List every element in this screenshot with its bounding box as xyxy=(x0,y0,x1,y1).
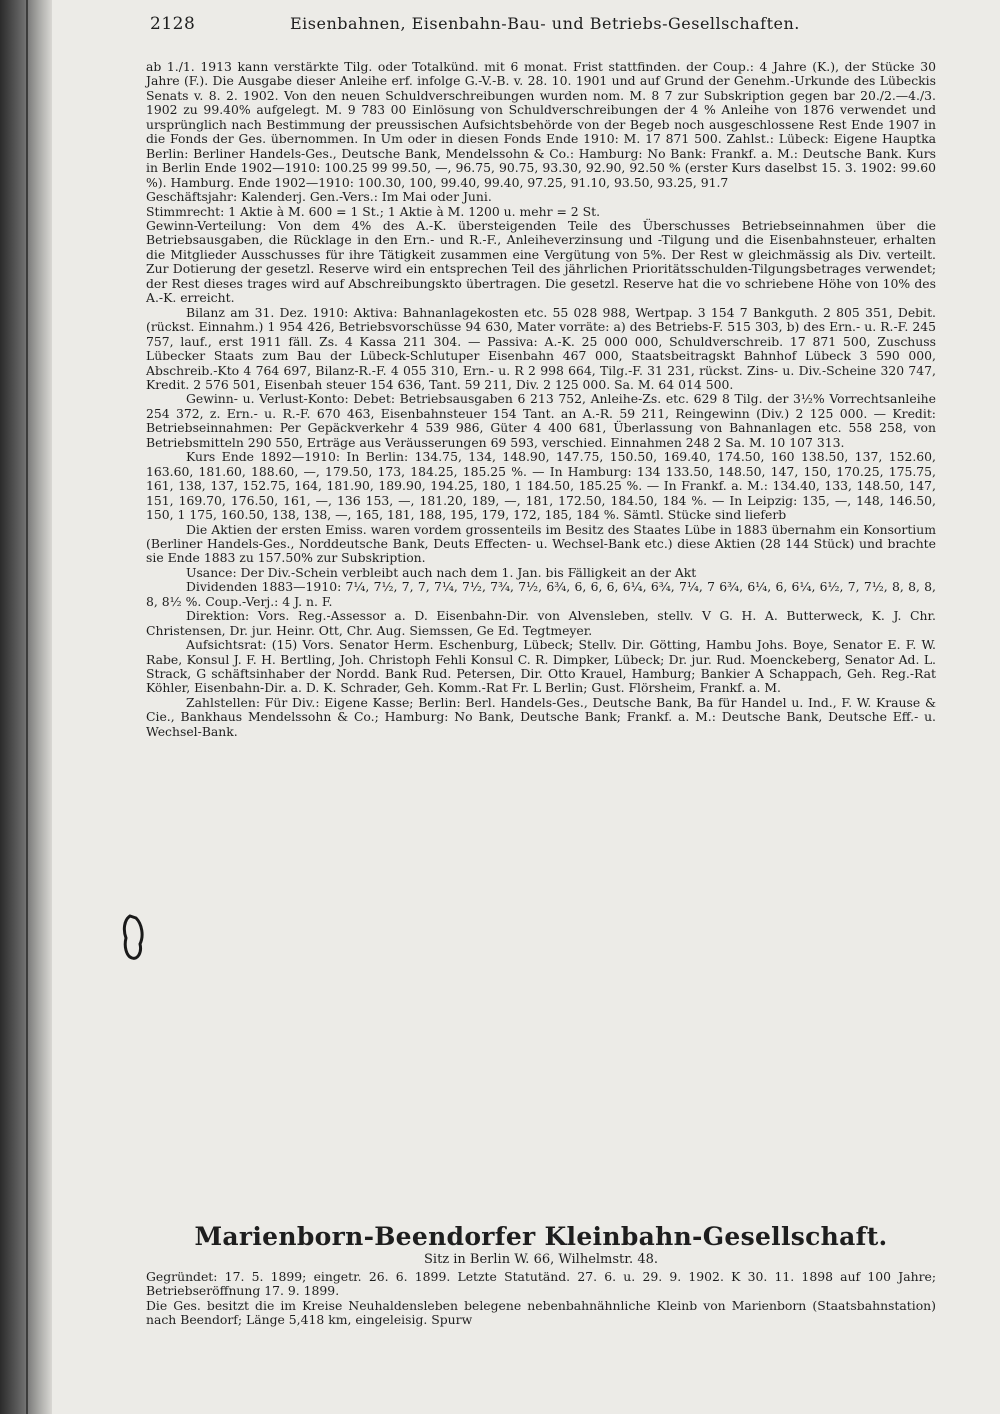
paragraph-gegruendet: Gegründet: 17. 5. 1899; eingetr. 26. 6. 1899. Letzte Statutänd. 27. 6. u. 29. 9. 1902. K 30. 11. 1898 auf 100 Jahre; Betriebseröffnung 17. 9. 1899. xyxy=(146,1269,936,1299)
paragraph-kleinbahn: Die Ges. besitzt die im Kreise Neuhaldensleben belegene nebenbahnähnliche Kleinb von Marienborn (Staatsbahnstation) nach Beendorf; Länge 5,418 km, eingeleisig. Spurw xyxy=(146,1297,936,1328)
ink-blot-mark xyxy=(120,912,148,962)
paragraph-gewinn-verlust: Gewinn- u. Verlust-Konto: Debet: Betriebsausgaben 6 213 752, Anleihe-Zs. etc. 629 8 Tilg. der 3½% Vorrechtsanleihe 254 372, z. Ern.- u. R.-F. 670 463, Eisenbahnsteuer 154 Tant. an A.-R. 59 211, Reingewinn (Div.) 2 125 000. — Kredit: Betriebseinnahmen: Per Gepäckverkehr 4 539 986, Güter 4 400 681, Überlassung von Bahnanlagen etc. 558 258, von Betriebsmitteln 290 550, Erträge aus Veräusserungen 69 593, verschied. Einnahmen 248 2 Sa. M. 10 107 313. xyxy=(146,391,936,450)
running-title: Eisenbahnen, Eisenbahn-Bau- und Betriebs-Gesellschaften. xyxy=(290,14,800,33)
paragraph-zahlstellen: Zahlstellen: Für Div.: Eigene Kasse; Berlin: Berl. Handels-Ges., Deutsche Bank, Ba für Handel u. Ind., F. W. Krause & Cie., Bankhaus Mendelssohn & Co.; Hamburg: No Bank, Deutsche Bank; Frankf. a. M.: Deutsche Bank, Deutsche Eff.- u. Wechsel-Bank. xyxy=(146,694,936,739)
page-header xyxy=(150,14,850,40)
paragraph-bilanz: Bilanz am 31. Dez. 1910: Aktiva: Bahnanlagekosten etc. 55 028 988, Wertpap. 3 154 7 Bankguth. 2 805 351, Debit. (rückst. Einnahm.) 1 954 426, Betriebsvorschüsse 94 630, Mater vorräte: a) des Betriebs-F. 515 303, b) des Ern.- u. R.-F. 245 757, lauf., erst 1911 fäll. Zs. 4 Kassa 211 304. — Passiva: A.-K. 25 000 000, Schuldverschreib. 17 871 500, Zuschuss Lübecker Staats zum Bau der Lübeck-Schlutuper Eisenbahn 467 000, Staatsbeitragskt Bahnhof Lübeck 3 590 000, Abschreib.-Kto 4 764 697, Bilanz-R.-F. 4 055 310, Ern.- u. R 2 998 664, Tilg.-F. 31 231, rückst. Zins- u. Div.-Scheine 320 747, Kredit. 2 576 501, Eisenbah steuer 154 636, Tant. 59 211, Div. 2 125 000. Sa. M. 64 014 500. xyxy=(146,304,936,392)
paragraph-geschaeftsjahr: Geschäftsjahr: Kalenderj. Gen.-Vers.: Im Mai oder Juni. xyxy=(146,189,492,205)
binding-shadow-line xyxy=(26,0,28,1414)
paragraph-aufsichtsrat: Aufsichtsrat: (15) Vors. Senator Herm. Eschenburg, Lübeck; Stellv. Dir. Götting, Hambu Johs. Boye, Senator E. F. W. Rabe, Konsul J. F. H. Bertling, Joh. Christoph Fehli Konsul C. R. Dimpker, Lübeck; Dr. jur. Rud. Moenckeberg, Senator Ad. L. Strack, G schäftsinhaber der Nordd. Bank Rud. Petersen, Dir. Otto Krauel, Hamburg; Bankier A Schappach, Geh. Reg.-Rat Köhler, Eisenbahn-Dir. a. D. K. Schrader, Geh. Komm.-Rat Fr. L Berlin; Gust. Flörsheim, Frankf. a. M. xyxy=(146,637,936,696)
section-title: Marienborn-Beendorfer Kleinbahn-Gesellschaft. xyxy=(194,1222,888,1251)
paragraph-usance: Usance: Der Div.-Schein verbleibt auch nach dem 1. Jan. bis Fälligkeit an der Akt xyxy=(186,564,697,580)
page-number: 2128 xyxy=(150,14,196,34)
section-text-block xyxy=(146,1270,936,1328)
paragraph-stimmrecht: Stimmrecht: 1 Aktie à M. 600 = 1 St.; 1 Aktie à M. 1200 u. mehr = 2 St. xyxy=(146,203,601,219)
section-seat: Sitz in Berlin W. 66, Wilhelmstr. 48. xyxy=(424,1252,658,1267)
paragraph-dividenden: Dividenden 1883—1910: 7¼, 7½, 7, 7, 7¼, 7½, 7¾, 7½, 6¾, 6, 6, 6, 6¼, 6¾, 7¼, 7 6¾, 6¼, 6, 6¼, 6½, 7, 7½, 8, 8, 8, 8, 8½ %. Coup.-Verj.: 4 J. n. F. xyxy=(146,579,936,609)
paragraph-anleihe: ab 1./1. 1913 kann verstärkte Tilg. oder Totalkünd. mit 6 monat. Frist stattfinden. der Coup.: 4 Jahre (K.), der Stücke 30 Jahre (F.). Die Ausgabe dieser Anleihe erf. infolge G.-V.-B. v. 28. 10. 1901 und auf Grund der Genehm.-Urkunde des Lübeckis Senats v. 8. 2. 1902. Von den neuen Schuldverschreibungen wurden nom. M. 8 7 zur Subskription gegen bar 20./2.—4./3. 1902 zu 99.40% aufgelegt. M. 9 783 00 Einlösung von Schuldverschreibungen der 4 % Anleihe von 1876 verwendet und ursprünglich nach Bestimmung der preussischen Aufsichtsbehörde von der Begeb noch ausgeschlossene Rest Ende 1907 in die Fonds der Ges. übernommen. In Um oder in diesen Fonds Ende 1910: M. 17 871 500. Zahlst.: Lübeck: Eigene Hauptka Berlin: Berliner Handels-Ges., Deutsche Bank, Mendelssohn & Co.: Hamburg: No Bank: Frankf. a. M.: Deutsche Bank. Kurs in Berlin Ende 1902—1910: 100.25 99 99.50, —, 96.75, 90.75, 93.30, 92.90, 92.50 % (erster Kurs daselbst 15. 3. 1902: 99.60 %). Hamburg. Ende 1902—1910: 100.30, 100, 99.40, 99.40, 97.25, 91.10, 93.50, 93.25, 91.7 xyxy=(146,59,936,190)
main-text-block xyxy=(146,60,936,739)
paragraph-kurs: Kurs Ende 1892—1910: In Berlin: 134.75, 134, 148.90, 147.75, 150.50, 169.40, 174.50, 160 138.50, 137, 152.60, 163.60, 181.60, 188.60, —, 179.50, 173, 184.25, 185.25 %. — In Hamburg: 134 133.50, 148.50, 147, 150, 170.25, 175.75, 161, 138, 137, 152.75, 164, 181.90, 189.90, 194.25, 180, 1 184.50, 185.25 %. — In Frankf. a. M.: 134.40, 133, 148.50, 147, 151, 169.70, 176.50, 161, —, 136 153, —, 181.20, 189, —, 181, 172.50, 184.50, 184 %. — In Leipzig: 135, —, 148, 146.50, 150, 1 175, 160.50, 138, 138, —, 165, 181, 188, 195, 179, 172, 185, 184 %. Sämtl. Stücke sind lieferb xyxy=(146,449,936,523)
paragraph-aktien-emission: Die Aktien der ersten Emiss. waren vordem grossenteils im Besitz des Staates Lübe in 1883 übernahm ein Konsortium (Berliner Handels-Ges., Norddeutsche Bank, Deuts Effecten- u. Wechsel-Bank etc.) diese Aktien (28 144 Stück) und brachte sie Ende 1883 zu 157.50% zur Subskription. xyxy=(146,521,936,566)
paragraph-direktion: Direktion: Vors. Reg.-Assessor a. D. Eisenbahn-Dir. von Alvensleben, stellv. V G. H. A. Butterweck, K. J. Chr. Christensen, Dr. jur. Heinr. Ott, Chr. Aug. Siemssen, Ge Ed. Tegtmeyer. xyxy=(146,608,936,638)
paragraph-gewinn-verteilung: Gewinn-Verteilung: Von dem 4% des A.-K. übersteigenden Teile des Überschusses Betriebseinnahmen über die Betriebsausgaben, die Rücklage in den Ern.- und R.-F., Anleiheverzinsung und -Tilgung und die Eisenbahnsteuer, erhalten die Mitglieder Ausschusses für ihre Tätigkeit zusammen eine Vergütung von 5%. Der Rest w gleichmässig als Div. verteilt. Zur Dotierung der gesetzl. Reserve wird ein entsprechen Teil des jährlichen Prioritätsschulden-Tilgungsbetrages verwendet; der Rest dieses trages wird auf Abschreibungskto übertragen. Die gesetzl. Reserve hat die vo schriebene Höhe von 10% des A.-K. erreicht. xyxy=(146,217,936,306)
